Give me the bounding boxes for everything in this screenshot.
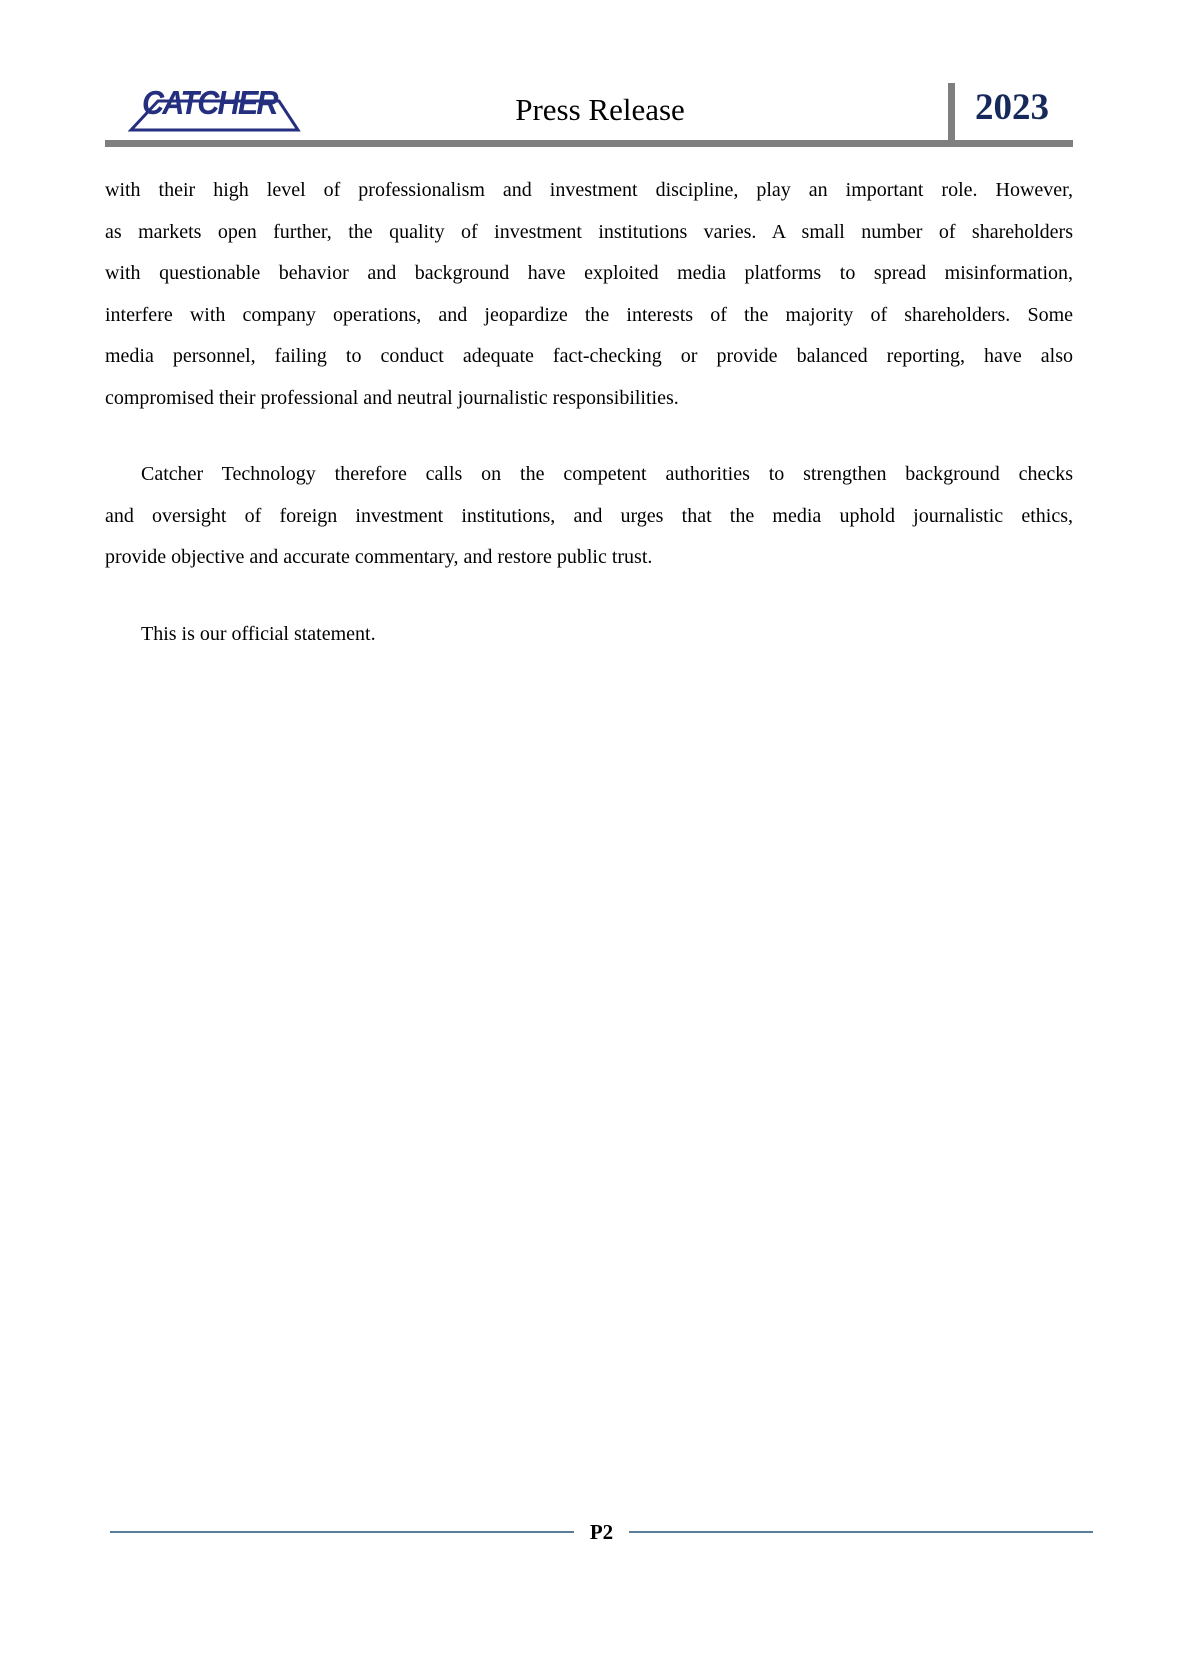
text-line: interfere with company operations, and jeopardize the interests of the majority of shareholders. Some [105, 303, 1073, 326]
body-paragraph [105, 454, 1073, 579]
body-paragraph [105, 614, 1073, 656]
document-body [105, 170, 1073, 655]
text-line: and oversight of foreign investment institutions, and urges that the media uphold journalistic ethics, [105, 504, 1073, 527]
header-year: 2023 [975, 87, 1049, 128]
header-horizontal-rule [105, 140, 1073, 147]
footer-rule-left [110, 1531, 574, 1533]
text-line: Catcher Technology therefore calls on the competent authorities to strengthen background checks [141, 463, 1073, 485]
page-number: P2 [589, 1520, 614, 1544]
page-footer [110, 1516, 1093, 1548]
text-line: as markets open further, the quality of investment institutions varies. A small number of shareholders [105, 220, 1073, 243]
catcher-logo [128, 85, 323, 139]
footer-rule-right [629, 1531, 1093, 1533]
text-line: provide objective and accurate commentary, and restore public trust. [105, 546, 653, 568]
text-line: media personnel, failing to conduct adequate fact-checking or provide balanced reporting, have also [105, 345, 1073, 367]
catcher-logo-text: CATCHER [142, 84, 277, 121]
text-line: compromised their professional and neutral journalistic responsibilities. [105, 386, 679, 409]
text-line: with questionable behavior and background have exploited media platforms to spread misinformation, [105, 262, 1073, 284]
header-vertical-divider [948, 83, 955, 140]
body-paragraph [105, 170, 1073, 419]
text-line: with their high level of professionalism and investment discipline, play an important role. However, [105, 179, 1073, 201]
page-title: Press Release [515, 92, 685, 127]
text-line: This is our official statement. [141, 622, 376, 645]
